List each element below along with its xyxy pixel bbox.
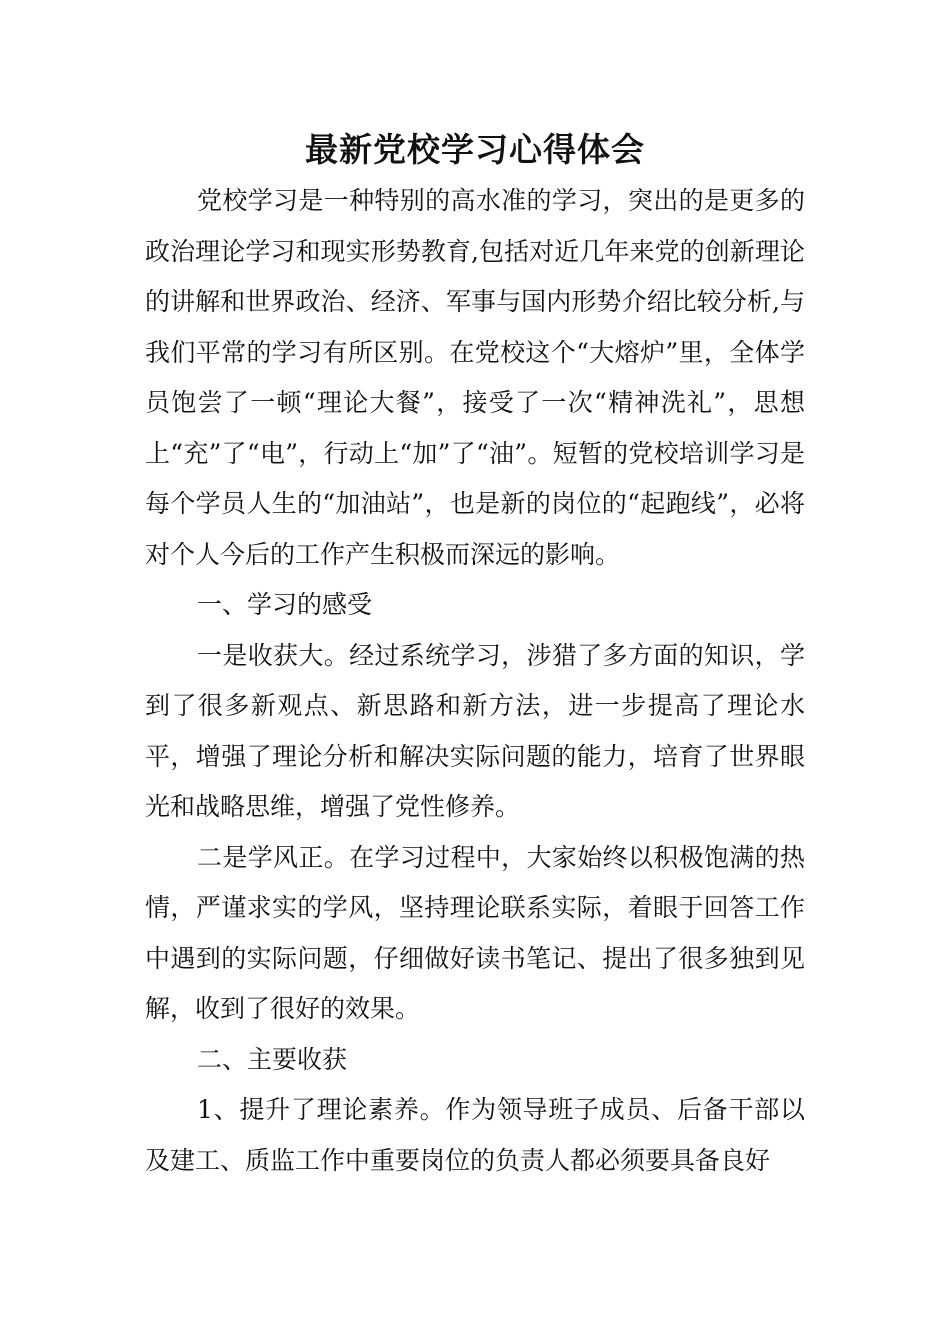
paragraph-theory: 1、提升了理论素养。作为领导班子成员、后备干部以及建工、质监工作中重要岗位的负责人都必须要具备良好 xyxy=(145,1095,805,1175)
paragraph-harvest: 一是收获大。经过系统学习，涉猎了多方面的知识，学到了很多新观点、新思路和新方法，进一步提高了理论水平，增强了理论分析和解决实际问题的能力，培育了世界眼光和战略思维，增强了党性修养。 xyxy=(145,640,805,821)
section-heading-1: 一、学习的感受 xyxy=(197,590,373,619)
document-page xyxy=(145,128,805,1186)
section-heading-2: 二、主要收获 xyxy=(197,1044,348,1074)
document-title: 最新党校学习心得体会 xyxy=(305,130,645,169)
paragraph-study-style: 二是学风正。在学习过程中，大家始终以积极饱满的热情，严谨求实的学风，坚持理论联系实际，着眼于回答工作中遇到的实际问题，仔细做好读书笔记、提出了很多独到见解，收到了很好的效果。 xyxy=(145,842,805,1023)
intro-paragraph: 党校学习是一种特别的高水准的学习，突出的是更多的政治理论学习和现实形势教育,包括对近几年来党的创新理论的讲解和世界政治、经济、军事与国内形势介绍比较分析,与我们平常的学习有所区别。在党校这个“大熔炉”里，全体学员饱尝了一顿“理论大餐”，接受了一次“精神洗礼”，思想上“充”了“电”，行动上“加”了“油”。短暂的党校培训学习是每个学员人生的“加油站”，也是新的岗位的“起跑线”，必将对个人今后的工作产生积极而深远的影响。 xyxy=(145,186,805,569)
